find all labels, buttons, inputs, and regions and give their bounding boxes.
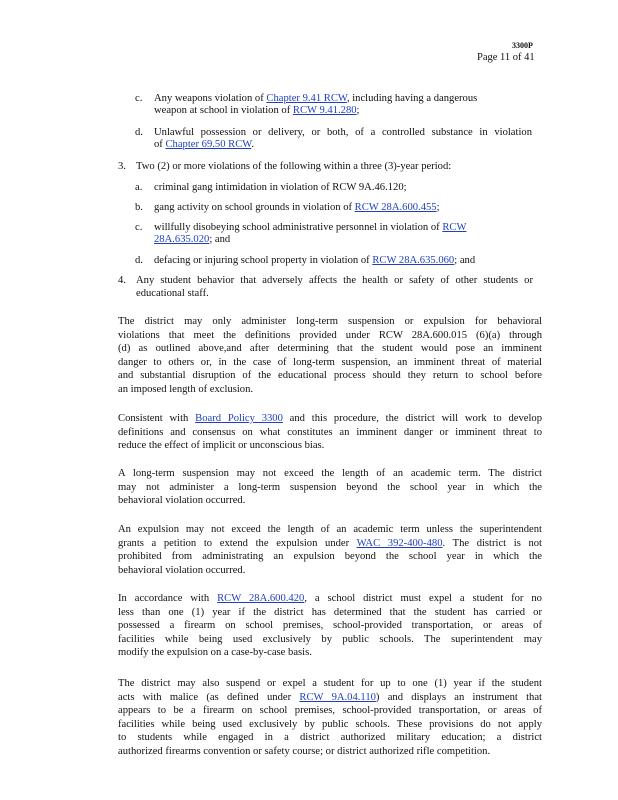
paragraph-line xyxy=(118,427,542,439)
document-code: 3300P xyxy=(512,41,533,50)
text-run: prohibited from administrating an expulsion beyond the school year in which the xyxy=(118,551,542,563)
reference-link[interactable]: Chapter 69.50 RCW xyxy=(165,139,252,150)
list-marker: c. xyxy=(135,222,143,233)
text-run: weapon at school in violation of xyxy=(154,105,293,116)
paragraph-line xyxy=(118,316,542,328)
list-item-line xyxy=(136,161,451,173)
reference-link[interactable]: WAC 392-400-480 xyxy=(356,537,443,549)
text-run: definitions and consensus on what constitutes an imminent danger or imminent threat to xyxy=(118,426,542,438)
text-run: and substantial disruption of the educational process should they return to school before xyxy=(118,370,542,382)
list-item-line xyxy=(154,222,466,234)
text-run: behavioral violation occurred. xyxy=(118,495,246,507)
paragraph-line xyxy=(118,538,542,550)
reference-link[interactable]: Chapter 9.41 RCW xyxy=(266,93,347,104)
paragraph-line xyxy=(118,607,542,619)
paragraph-line xyxy=(118,524,542,536)
paragraph-line xyxy=(118,495,245,507)
text-run: acts with malice (as defined under xyxy=(118,691,300,703)
text-run: appears to be a firearm on school premises, school-provided transportation, or areas of xyxy=(118,705,542,717)
text-run: . xyxy=(251,139,254,150)
paragraph-line xyxy=(118,330,542,342)
text-run: ; and xyxy=(209,234,231,245)
paragraph-line xyxy=(118,732,542,744)
text-run: facilities while being used exclusively by public schools. These provisions do not apply xyxy=(118,718,542,730)
paragraph-line xyxy=(118,343,542,355)
paragraph-line xyxy=(118,551,542,563)
text-run: possessed a firearm on school premises, school-provided transportation, or areas of xyxy=(118,620,542,632)
text-run: violations that meet the definitions provided under RCW 28A.600.015 (6)(a) through xyxy=(118,329,542,341)
paragraph-line xyxy=(118,384,253,396)
reference-link[interactable]: RCW 9A.04.110 xyxy=(299,691,376,703)
text-run: An expulsion may not exceed the length of an academic term unless the superintendent xyxy=(118,524,542,535)
list-marker: a. xyxy=(135,182,143,193)
list-item-line xyxy=(154,182,407,194)
text-run: less than one (1) year if the district has determined that the student has carried or xyxy=(118,606,542,618)
text-run: criminal gang intimidation in violation of RCW 9A.46.120; xyxy=(154,182,407,193)
text-run: modify the expulsion on a case-by-case basis. xyxy=(118,647,312,659)
text-run: ; and xyxy=(454,255,476,266)
list-item-line xyxy=(154,127,532,139)
text-run: ; xyxy=(436,202,440,213)
text-run: Two (2) or more violations of the following within a three (3)-year period: xyxy=(136,161,452,172)
text-run: danger to others or, in the case of long-term suspension, an imminent threat of material xyxy=(118,356,542,368)
text-run: facilities while being used exclusively by public schools. The superintendent may xyxy=(118,633,542,645)
text-run: Any weapons violation of xyxy=(154,93,267,104)
paragraph-line xyxy=(118,440,324,452)
reference-link[interactable]: RCW 9.41.280 xyxy=(292,105,357,116)
paragraph-line xyxy=(118,647,312,659)
reference-link[interactable]: RCW 28A.635.060 xyxy=(372,255,455,266)
paragraph-line xyxy=(118,719,542,731)
paragraph-line xyxy=(118,705,542,717)
reference-link[interactable]: RCW 28A.600.455 xyxy=(354,202,437,213)
text-run: educational staff. xyxy=(136,288,209,299)
paragraph-line xyxy=(118,593,542,605)
text-run: defacing or injuring school property in violation of xyxy=(154,255,373,266)
paragraph-line xyxy=(118,468,542,480)
text-run: The district may only administer long-term suspension or expulsion for behavioral xyxy=(118,316,542,327)
text-run: Consistent with xyxy=(118,413,196,424)
text-run: Any student behavior that adversely affects the health or safety of other students or xyxy=(136,275,533,286)
list-item-line xyxy=(154,202,440,214)
paragraph-line xyxy=(118,678,542,690)
text-run: reduce the effect of implicit or unconscious bias. xyxy=(118,440,325,452)
text-run: an imposed length of exclusion. xyxy=(118,384,254,395)
text-run: (d) as outlined above,and after determining that the student would pose an imminent xyxy=(118,343,542,355)
list-item-line xyxy=(154,93,477,105)
text-run: and this procedure, the district will work to develop xyxy=(282,413,542,424)
text-run: willfully disobeying school administrative personnel in violation of xyxy=(154,222,443,233)
text-run: A long-term suspension may not exceed the length of an academic term. The district xyxy=(118,468,542,479)
paragraph-line xyxy=(118,482,542,494)
reference-link[interactable]: RCW xyxy=(442,222,467,233)
paragraph-line xyxy=(118,370,542,382)
paragraph-line xyxy=(118,634,542,646)
list-item-line xyxy=(136,275,533,287)
list-item-line xyxy=(136,288,209,300)
text-run: , a school district must expel a student for no xyxy=(304,593,542,604)
list-marker: d. xyxy=(135,127,143,138)
paragraph-line xyxy=(118,413,542,425)
text-run: gang activity on school grounds in violation of xyxy=(154,202,355,213)
text-run: authorized firearms convention or safety course; or district authorized rifle competition. xyxy=(118,746,491,757)
list-item-line xyxy=(154,234,230,246)
list-item-line xyxy=(154,255,475,267)
paragraph-line xyxy=(118,620,542,632)
text-run: In accordance with xyxy=(118,593,218,604)
paragraph-line xyxy=(118,692,542,704)
text-run: of xyxy=(154,139,166,150)
text-run: grants a petition to extend the expulsion under xyxy=(118,537,357,549)
text-run: Unlawful possession or delivery, or both, of a controlled substance in violation xyxy=(154,127,532,138)
text-run: , including having a dangerous xyxy=(346,93,478,104)
text-run: ; xyxy=(356,105,360,116)
text-run: to students while engaged in a district authorized military education; a district xyxy=(118,732,542,744)
list-marker: b. xyxy=(135,202,143,213)
reference-link[interactable]: Board Policy 3300 xyxy=(195,413,283,424)
list-marker: 4. xyxy=(118,275,126,286)
text-run: . The district is not xyxy=(442,537,542,549)
list-item-line xyxy=(154,139,254,151)
paragraph-line xyxy=(118,746,490,758)
text-run: The district may also suspend or expel a student for up to one (1) year if the student xyxy=(118,678,542,689)
page-number: Page 11 of 41 xyxy=(477,52,535,63)
list-item-line xyxy=(154,105,360,117)
text-run: may not administer a long-term suspension beyond the school year in which the xyxy=(118,481,542,493)
reference-link[interactable]: RCW 28A.600.420 xyxy=(217,593,305,604)
paragraph-line xyxy=(118,565,245,577)
reference-link[interactable]: 28A.635.020 xyxy=(154,234,210,245)
text-run: behavioral violation occurred. xyxy=(118,564,246,576)
list-marker: c. xyxy=(135,93,143,104)
text-run: ) and displays an instrument that xyxy=(375,691,542,703)
list-marker: 3. xyxy=(118,161,126,172)
paragraph-line xyxy=(118,357,542,369)
list-marker: d. xyxy=(135,255,143,266)
